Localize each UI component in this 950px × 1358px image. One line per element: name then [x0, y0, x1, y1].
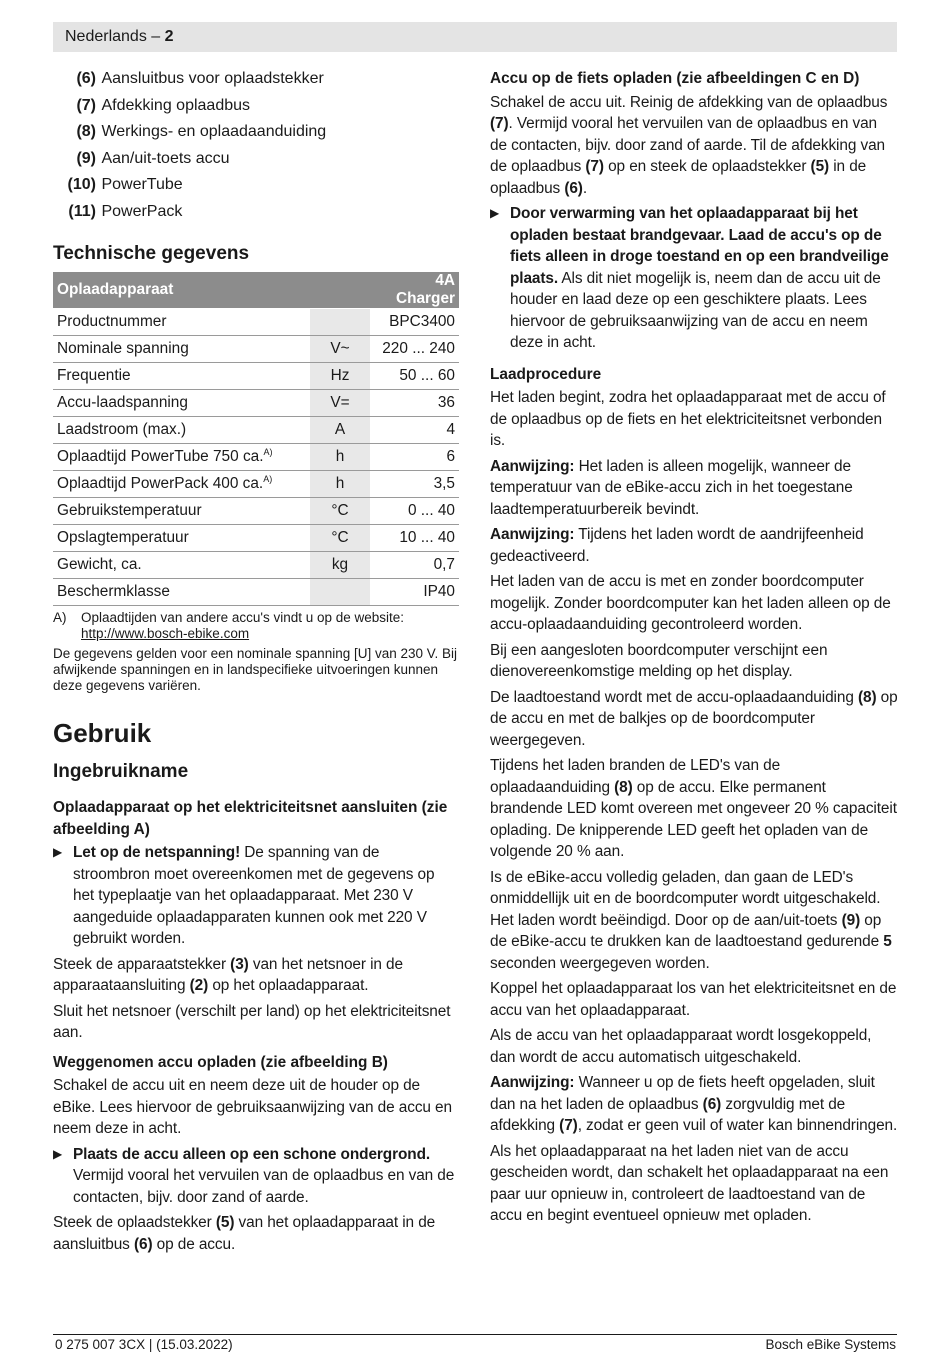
spec-label: [53, 390, 310, 417]
legend-item: [53, 93, 459, 120]
spec-row: [53, 498, 459, 525]
spec-footnote-ref: A): [263, 474, 273, 485]
fully-charged: [490, 867, 898, 975]
legend-label: Werkings- en oplaadaanduiding: [101, 123, 327, 140]
clean-surface-warning: [53, 1144, 459, 1209]
spec-value: 4: [371, 417, 460, 444]
commissioning-heading: Ingebruikname: [53, 761, 189, 782]
text: zorgvuldig met de afdekking: [490, 1095, 846, 1134]
legend-label: PowerTube: [101, 176, 183, 193]
header-language: Nederlands: [65, 28, 147, 45]
legend-item: [53, 199, 459, 226]
clean-surface-bold: Plaats de accu alleen op een schone ondergrond.: [73, 1145, 431, 1163]
ref: (7): [490, 115, 509, 132]
spec-label-text: Productnummer: [57, 313, 167, 330]
spec-unit: °C: [310, 525, 371, 552]
text: op de accu en met de balkjes op de boordcomputer weergegeven.: [490, 688, 898, 749]
text: van het oplaadapparaat in de aansluitbus: [53, 1214, 436, 1253]
spec-header-device: Oplaadapparaat: [53, 272, 371, 309]
spec-label-text: Oplaadtijd PowerTube 750 ca.: [57, 448, 264, 466]
spec-label: [53, 471, 310, 498]
legend-item: [53, 119, 459, 146]
spec-unit: [310, 309, 371, 336]
footnote-tag: A): [53, 610, 67, 625]
ref: (5): [810, 158, 830, 175]
spec-label: [53, 525, 310, 552]
removed-heading: Weggenomen accu opladen (zie afbeelding B): [53, 1053, 388, 1071]
cord-paragraph: Sluit het netsnoer (verschilt per land) op het elektriciteitsnet aan.: [53, 1002, 451, 1041]
ref: (3): [230, 955, 249, 973]
spec-unit: h: [310, 471, 371, 498]
spec-unit: [310, 579, 371, 606]
text: Steek de oplaadstekker: [53, 1214, 216, 1231]
spec-label-text: Oplaadtijd PowerPack 400 ca.: [57, 475, 264, 493]
ref: (2): [189, 977, 209, 994]
legend-number: (11): [68, 202, 96, 220]
spec-value: 6: [371, 444, 460, 471]
spec-row: [53, 444, 459, 471]
ref: (6): [564, 179, 583, 197]
spec-row: [53, 417, 459, 444]
ref: (9): [841, 911, 861, 929]
procedure-heading: Laadprocedure: [490, 365, 602, 383]
mains-heading: Oplaadapparaat op het elektriciteitsnet aansluiten (zie afbeelding A): [53, 799, 448, 838]
procedure-start: Het laden begint, zodra het oplaadapparaat met de accu of de oplaadbus op de fiets en het elektriciteitsnet verbonden is.: [490, 389, 886, 449]
legend-number: (6): [76, 70, 96, 87]
spec-unit: A: [310, 417, 371, 444]
spec-unit: V=: [310, 390, 371, 417]
text: in de oplaadbus: [490, 158, 867, 197]
text: .: [582, 179, 588, 197]
bosch-ebike-link[interactable]: http://www.bosch-ebike.com: [81, 626, 250, 641]
spec-row: [53, 390, 459, 417]
spec-row: [53, 525, 459, 552]
left-column: [53, 66, 459, 1259]
legend-label: Afdekking oplaadbus: [101, 96, 251, 114]
charge-state: [490, 687, 898, 752]
spec-unit: °C: [310, 498, 371, 525]
tech-heading: Technische gegevens: [53, 243, 250, 264]
ref: (7): [585, 158, 604, 175]
text: Is de eBike-accu volledig geladen, dan gaan de LED's onmiddellijk uit en de boordcomputer wordt uitgeschakeld. Het laden wordt beëindigd. Door op de aan/uit-toets: [490, 868, 881, 929]
text: op het oplaadapparaat.: [208, 977, 369, 994]
spec-label-text: Gebruikstemperatuur: [57, 502, 202, 519]
spec-unit: V~: [310, 336, 371, 363]
leds-paragraph: [490, 755, 898, 863]
spec-label: [53, 417, 310, 444]
text: Schakel de accu uit. Reinig de afdekking van de oplaadbus: [490, 93, 888, 111]
ref: (6): [133, 1235, 153, 1253]
spec-unit: kg: [310, 552, 371, 579]
bike-paragraph: [490, 92, 898, 200]
ref: (5): [215, 1214, 235, 1231]
text: op de eBike-accu te drukken kan de laadtoestand gedurende: [490, 911, 884, 950]
header-separator: –: [146, 28, 165, 45]
spec-header-model: 4A Charger: [371, 272, 460, 309]
text: van het netsnoer in de apparaataansluiting: [53, 955, 403, 994]
spec-label-text: Frequentie: [57, 367, 131, 384]
legend-item: [53, 172, 459, 199]
text: De laadtoestand wordt met de accu-oplaadaanduiding: [490, 688, 858, 706]
footer-doc-number: 0 275 007 3CX | (15.03.2022): [55, 1337, 233, 1352]
ref: (7): [559, 1117, 578, 1134]
spec-label: [53, 309, 310, 336]
spec-label-text: Laadstroom (max.): [57, 421, 187, 438]
spec-row: [53, 363, 459, 390]
text: op en steek de oplaadstekker: [603, 158, 811, 175]
fire-warning: [490, 203, 898, 354]
ref: (6): [702, 1095, 722, 1113]
spec-label: [53, 552, 310, 579]
note-temperature: [490, 456, 898, 521]
footer-brand: Bosch eBike Systems: [765, 1337, 896, 1352]
bullet-triangle-icon: ▶: [53, 845, 63, 859]
usage-heading: Gebruik: [53, 718, 152, 748]
spec-value: 220 ... 240: [371, 336, 460, 363]
connected-computer: Bij een aangesloten boordcomputer verschijnt een dienovereenkomstige melding op het display.: [490, 641, 828, 680]
component-legend: [53, 66, 459, 225]
text: , zodat er geen vuil of water kan binnendringen.: [577, 1117, 898, 1134]
final-paragraph: Als het oplaadapparaat na het laden niet van de accu gescheiden wordt, dan schakelt het oplaadapparaat na een paar uur opnieuw in, controleert de laadtoestand van de accu en begint eventueel opnieuw met opladen.: [490, 1142, 889, 1224]
spec-value: IP40: [371, 579, 460, 606]
spec-label-text: Nominale spanning: [57, 340, 189, 357]
spec-row: [53, 579, 459, 606]
footnote: [53, 610, 459, 642]
spec-label-text: Beschermklasse: [57, 583, 170, 600]
removed-paragraph: Schakel de accu uit en neem deze uit de houder op de eBike. Lees hiervoor de gebruiksaanwijzing van de accu en neem deze in acht.: [53, 1077, 452, 1137]
note-label: Aanwijzing:: [490, 1074, 575, 1091]
legend-number: (8): [76, 123, 96, 140]
text: seconden weergegeven worden.: [490, 954, 710, 972]
legend-item: [53, 66, 459, 93]
header-text: [65, 28, 174, 46]
text: Tijdens het laden branden de LED's van de oplaadaanduiding: [490, 757, 781, 796]
fire-warning-text: Als dit niet mogelijk is, neem dan de accu uit de houder en laad deze op een geschiktere plaats. Lees hiervoor de gebruiksaanwijzing van de accu en neem deze in acht.: [510, 269, 881, 351]
spec-value: 50 ... 60: [371, 363, 460, 390]
legend-number: (7): [76, 96, 96, 114]
auto-off-paragraph: Als de accu van het oplaadapparaat wordt losgekoppeld, dan wordt de accu automatisch uitgeschakeld.: [490, 1027, 872, 1066]
plug-paragraph: [53, 954, 459, 997]
spec-label-text: Gewicht, ca.: [57, 556, 142, 573]
fire-warning-bold: Door verwarming van het oplaadapparaat bij het opladen bestaat brandgevaar. Laad de accu's op de fiets alleen in droge toestand en op een brandveilige plaats.: [510, 205, 889, 287]
spec-header-row: [53, 272, 459, 309]
text: . Vermijd vooral het vervuilen van de oplaadbus en van de contacten, bijv. door zand of aarde. Til de afdekking van de oplaadbus: [490, 115, 885, 175]
disconnect-paragraph: Koppel het oplaadapparaat los van het elektriciteitsnet en de accu van het oplaadapparaat.: [490, 980, 897, 1019]
right-column: [490, 68, 898, 1231]
spec-value: 3,5: [371, 471, 460, 498]
spec-label: [53, 579, 310, 606]
text: Het laden is alleen mogelijk, wanneer de temperatuur van de eBike-accu zich in het toegestane laadtemperatuurbereik bevindt.: [490, 457, 853, 518]
spec-value: 36: [371, 390, 460, 417]
legend-number: (10): [67, 176, 96, 193]
footnote-text: Oplaadtijden van andere accu's vindt u op de website:: [81, 610, 405, 625]
legend-number: (9): [76, 149, 96, 167]
legend-label: Aan/uit-toets accu: [101, 149, 230, 167]
spec-row: [53, 309, 459, 336]
spec-unit: Hz: [310, 363, 371, 390]
spec-row: [53, 552, 459, 579]
mains-warning-bold: Let op de netspanning!: [73, 844, 241, 861]
legend-item: [53, 146, 459, 173]
spec-label-text: Opslagtemperatuur: [57, 529, 189, 546]
ref: (8): [857, 688, 877, 706]
legend-label: PowerPack: [101, 202, 183, 220]
ref: (8): [614, 778, 633, 796]
mains-warning-text: De spanning van de stroombron moet overeenkomen met de gegevens op het typeplaatje van het oplaadapparaat. Met 230 V aangeduide oplaadapparaten kunnen ook met 220 V gebruikt worden.: [73, 844, 435, 947]
bullet-triangle-icon: ▶: [490, 206, 500, 220]
spec-label: [53, 444, 310, 471]
note-close-cover: [490, 1072, 898, 1137]
spec-label: [53, 498, 310, 525]
text: op de accu. Elke permanent brandende LED komt overeen met ongeveer 20 % capaciteit oplading. De knipperende LED geeft het opladen van de volgende 20 % aan.: [490, 778, 897, 860]
spec-value: BPC3400: [371, 309, 460, 336]
bullet-triangle-icon: ▶: [53, 1146, 63, 1161]
spec-label: [53, 363, 310, 390]
spec-value: 10 ... 40: [371, 525, 460, 552]
text: Wanneer u op de fiets heeft opgeladen, sluit dan na het laden de oplaadbus: [490, 1074, 875, 1113]
plugin-paragraph: [53, 1212, 459, 1255]
note-label: Aanwijzing:: [490, 526, 575, 543]
ref: 5: [883, 933, 892, 950]
spec-label: [53, 336, 310, 363]
note-drive-unit: [490, 524, 898, 567]
spec-body: [53, 309, 459, 606]
spec-unit: h: [310, 444, 371, 471]
note-label: Aanwijzing:: [490, 457, 575, 475]
text: Tijdens het laden wordt de aandrijfeenheid gedeactiveerd.: [490, 526, 864, 565]
header-page-number: 2: [164, 28, 174, 45]
with-without-computer: Het laden van de accu is met en zonder boordcomputer mogelijk. Zonder boordcomputer kan het laden alleen op de accu-oplaadaanduiding gecontroleerd worden.: [490, 573, 891, 633]
spec-value: 0,7: [371, 552, 460, 579]
page-header: [53, 22, 897, 52]
footer-divider: [53, 1334, 897, 1335]
legend-label: Aansluitbus voor oplaadstekker: [101, 70, 324, 87]
spec-table: [53, 272, 459, 606]
text: Steek de apparaatstekker: [53, 955, 231, 973]
spec-row: [53, 336, 459, 363]
spec-row: [53, 471, 459, 498]
spec-footnote-ref: A): [263, 447, 273, 458]
clean-surface-text: Vermijd vooral het vervuilen van de oplaadbus en van de contacten, bijv. door zand of aarde.: [73, 1167, 455, 1206]
spec-label-text: Accu-laadspanning: [57, 394, 188, 411]
voltage-note: De gegevens gelden voor een nominale spanning [U] van 230 V. Bij afwijkende spanningen en in landspecifieke uitvoeringen kunnen deze gegevens variëren.: [53, 646, 458, 693]
bike-heading: Accu op de fiets opladen (zie afbeeldingen C en D): [490, 70, 860, 87]
spec-value: 0 ... 40: [371, 498, 460, 525]
mains-warning: [53, 842, 459, 950]
text: op de accu.: [152, 1235, 236, 1253]
